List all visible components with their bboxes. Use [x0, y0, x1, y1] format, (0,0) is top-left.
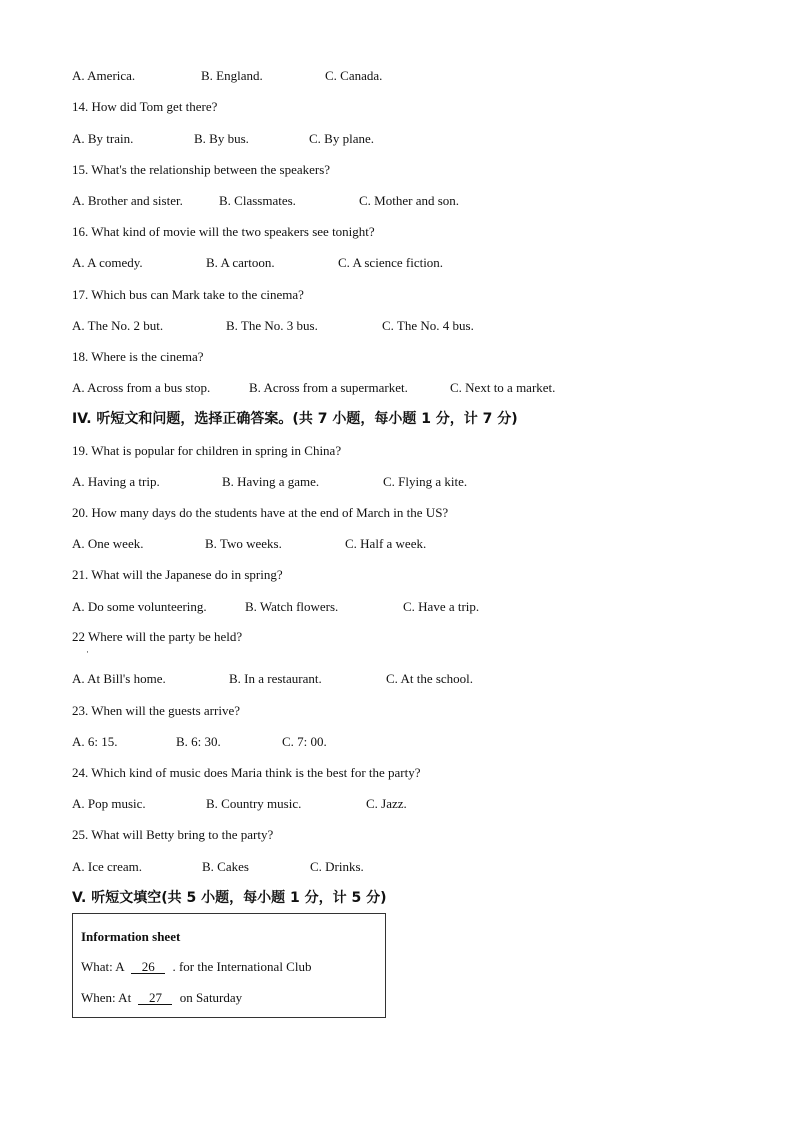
q21-option-c: C. Have a trip.	[403, 599, 480, 614]
info-what-label: What: A	[81, 959, 124, 974]
q16-question: 16. What kind of movie will the two speakers see tonight?	[72, 224, 375, 239]
q19-question: 19. What is popular for children in spring in China?	[72, 443, 342, 458]
q16-option-b: B. A cartoon.	[206, 255, 275, 270]
blank-26[interactable]: 26	[131, 960, 165, 974]
q19-option-b: B. Having a game.	[222, 474, 320, 489]
q22-question: 22 Where will the party be held?	[72, 629, 243, 644]
q15-option-a: A. Brother and sister.	[72, 193, 183, 208]
information-sheet-box	[72, 913, 386, 1018]
info-when-label: When: At	[81, 990, 132, 1005]
q17-option-b: B. The No. 3 bus.	[226, 318, 318, 333]
info-when-rest: on Saturday	[179, 990, 243, 1005]
q15-option-b: B. Classmates.	[219, 193, 296, 208]
q16-option-a: A. A comedy.	[72, 255, 143, 270]
stray-dot-mark: ·	[86, 647, 89, 657]
q15-question: 15. What's the relationship between the speakers?	[72, 162, 331, 177]
q24-option-b: B. Country music.	[206, 796, 302, 811]
q19-option-a: A. Having a trip.	[72, 474, 160, 489]
info-what-row	[81, 959, 311, 975]
q24-question: 24. Which kind of music does Maria think is the best for the party?	[72, 765, 421, 780]
section-5-heading: V. 听短文填空(共 5 小题，每小题 1 分，计 5 分)	[72, 890, 387, 906]
q15-option-c: C. Mother and son.	[359, 193, 460, 208]
q21-option-a: A. Do some volunteering.	[72, 599, 207, 614]
q25-option-a: A. Ice cream.	[72, 859, 143, 874]
q21-question: 21. What will the Japanese do in spring?	[72, 567, 283, 582]
q13-option-a: A. America.	[72, 68, 136, 83]
q17-question: 17. Which bus can Mark take to the cinema?	[72, 287, 304, 302]
blank-27[interactable]: 27	[138, 991, 172, 1005]
q20-question: 20. How many days do the students have at the end of March in the US?	[72, 505, 449, 520]
q18-option-a: A. Across from a bus stop.	[72, 380, 211, 395]
q17-option-a: A. The No. 2 but.	[72, 318, 164, 333]
q20-option-c: C. Half a week.	[345, 536, 427, 551]
q25-option-c: C. Drinks.	[310, 859, 364, 874]
q14-option-a: A. By train.	[72, 131, 134, 146]
q14-question: 14. How did Tom get there?	[72, 99, 218, 114]
q25-question: 25. What will Betty bring to the party?	[72, 827, 274, 842]
q23-question: 23. When will the guests arrive?	[72, 703, 240, 718]
q16-option-c: C. A science fiction.	[338, 255, 444, 270]
q23-option-a: A. 6: 15.	[72, 734, 118, 749]
info-when-row	[81, 990, 242, 1006]
q17-option-c: C. The No. 4 bus.	[382, 318, 474, 333]
q25-option-b: B. Cakes	[202, 859, 249, 874]
q20-option-b: B. Two weeks.	[205, 536, 282, 551]
q18-option-c: C. Next to a market.	[450, 380, 556, 395]
q22-option-a: A. At Bill's home.	[72, 671, 166, 686]
q22-option-c: C. At the school.	[386, 671, 474, 686]
q14-option-c: C. By plane.	[309, 131, 374, 146]
q13-option-c: C. Canada.	[325, 68, 383, 83]
info-what-rest: . for the International Club	[172, 959, 312, 974]
q13-option-b: B. England.	[201, 68, 263, 83]
q22-option-b: B. In a restaurant.	[229, 671, 322, 686]
q18-question: 18. Where is the cinema?	[72, 349, 204, 364]
q18-option-b: B. Across from a supermarket.	[249, 380, 408, 395]
section-4-heading: IV. 听短文和问题，选择正确答案。(共 7 小题，每小题 1 分，计 7 分)	[72, 411, 518, 427]
q14-option-b: B. By bus.	[194, 131, 249, 146]
information-sheet-title: Information sheet	[81, 929, 181, 944]
q20-option-a: A. One week.	[72, 536, 144, 551]
q24-option-a: A. Pop music.	[72, 796, 146, 811]
q19-option-c: C. Flying a kite.	[383, 474, 468, 489]
q24-option-c: C. Jazz.	[366, 796, 407, 811]
q21-option-b: B. Watch flowers.	[245, 599, 339, 614]
q23-option-c: C. 7: 00.	[282, 734, 327, 749]
q23-option-b: B. 6: 30.	[176, 734, 221, 749]
